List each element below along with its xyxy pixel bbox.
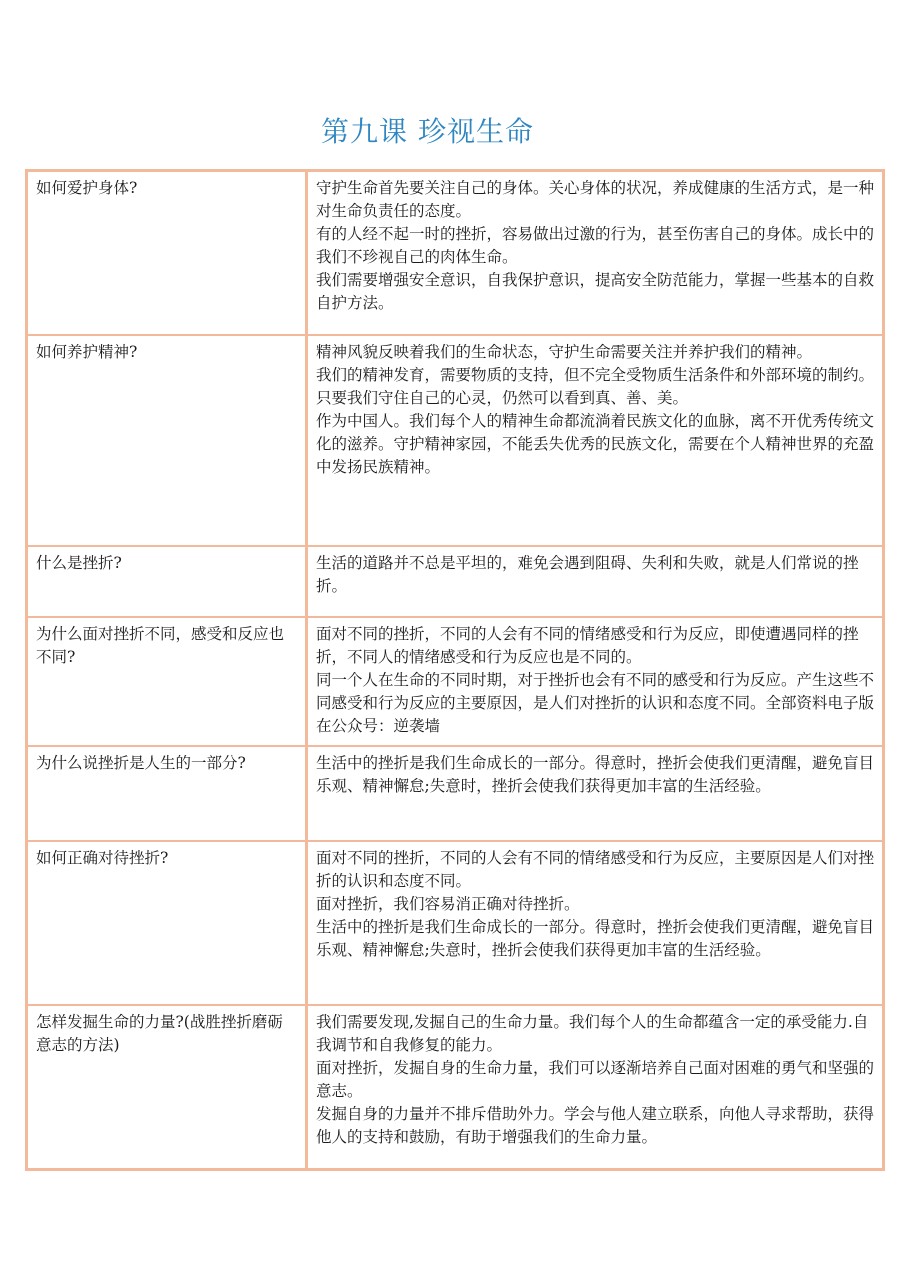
answer-cell [307,617,883,746]
answer-cell [307,171,883,335]
answer-line: 发掘自身的力量并不排斥借助外力。学会与他人建立联系，向他人寻求帮助，获得他人的支持和鼓励，有助于增强我们的生命力量。 [316,1105,875,1146]
answer-cell [307,335,883,546]
answer-cell [307,1005,883,1169]
answer-line: 面对不同的挫折，不同的人会有不同的情绪感受和行为反应，即使遭遇同样的挫折，不同人的情绪感受和行为反应也是不同的。 [316,625,859,666]
answer-line: 有的人经不起一时的挫折，容易做出过激的行为，甚至伤害自己的身体。成长中的我们不珍视自己的肉体生命。 [316,225,875,266]
answer-line: 只要我们守住自己的心灵，仍然可以看到真、善、美。 [316,389,689,407]
question-cell: 什么是挫折? [27,546,307,617]
answer-cell [307,546,883,617]
answer-line: 面对挫折，我们容易消正确对待挫折。 [316,895,580,913]
qa-table [25,169,885,1171]
answer-line: 精神风貌反映着我们的生命状态，守护生命需要关注并养护我们的精神。 [316,343,813,361]
answer-line: 我们需要发现,发掘自己的生命力量。我们每个人的生命都蕴含一定的承受能力.自我调节和自我修复的能力。 [316,1013,869,1054]
table-row [27,171,883,335]
answer-line: 生活中的挫折是我们生命成长的一部分。得意时，挫折会使我们更清醒，避免盲目乐观、精神懈怠;失意时，挫折会使我们获得更加丰富的生活经验。 [316,754,875,795]
question-cell: 如何养护精神? [27,335,307,546]
answer-line: 作为中国人。我们每个人的精神生命都流淌着民族文化的血脉，离不开优秀传统文化的滋养。守护精神家园，不能丢失优秀的民族文化，需要在个人精神世界的充盈中发扬民族精神。 [316,412,875,476]
answer-line: 生活中的挫折是我们生命成长的一部分。得意时，挫折会使我们更清醒，避免盲目乐观、精神懈怠;失意时，挫折会使我们获得更加丰富的生活经验。 [316,918,875,959]
question-cell: 如何正确对待挫折? [27,841,307,1005]
table-row [27,841,883,1005]
answer-line: 面对不同的挫折，不同的人会有不同的情绪感受和行为反应，主要原因是人们对挫折的认识和态度不同。 [316,849,875,890]
question-cell: 怎样发掘生命的力量?(战胜挫折磨砺意志的方法) [27,1005,307,1169]
answer-line: 守护生命首先要关注自己的身体。关心身体的状况，养成健康的生活方式，是一种对生命负责任的态度。 [316,179,875,220]
table-row [27,746,883,841]
table-row [27,546,883,617]
question-cell: 为什么面对挫折不同，感受和反应也不同? [27,617,307,746]
answer-line: 我们的精神发育，需要物质的支持，但不完全受物质生活条件和外部环境的制约。 [316,366,875,384]
answer-line: 生活的道路并不总是平坦的，难免会遇到阻碍、失利和失败，就是人们常说的挫折。 [316,554,859,595]
answer-line: 我们需要增强安全意识，自我保护意识，提高安全防范能力，掌握一些基本的自救自护方法。 [316,271,875,312]
answer-cell [307,746,883,841]
question-cell: 为什么说挫折是人生的一部分? [27,746,307,841]
question-cell: 如何爱护身体? [27,171,307,335]
table-row [27,617,883,746]
page-title: 第九课 珍视生命 [321,115,534,148]
answer-line: 同一个人在生命的不同时期，对于挫折也会有不同的感受和行为反应。产生这些不同感受和行为反应的主要原因，是人们对挫折的认识和态度不同。全部资料电子版在公众号：逆袭墙 [316,671,875,735]
answer-line: 面对挫折，发掘自身的生命力量，我们可以逐渐培养自己面对困难的勇气和坚强的意志。 [316,1059,875,1100]
answer-cell [307,841,883,1005]
table-row [27,335,883,546]
table-row [27,1005,883,1169]
